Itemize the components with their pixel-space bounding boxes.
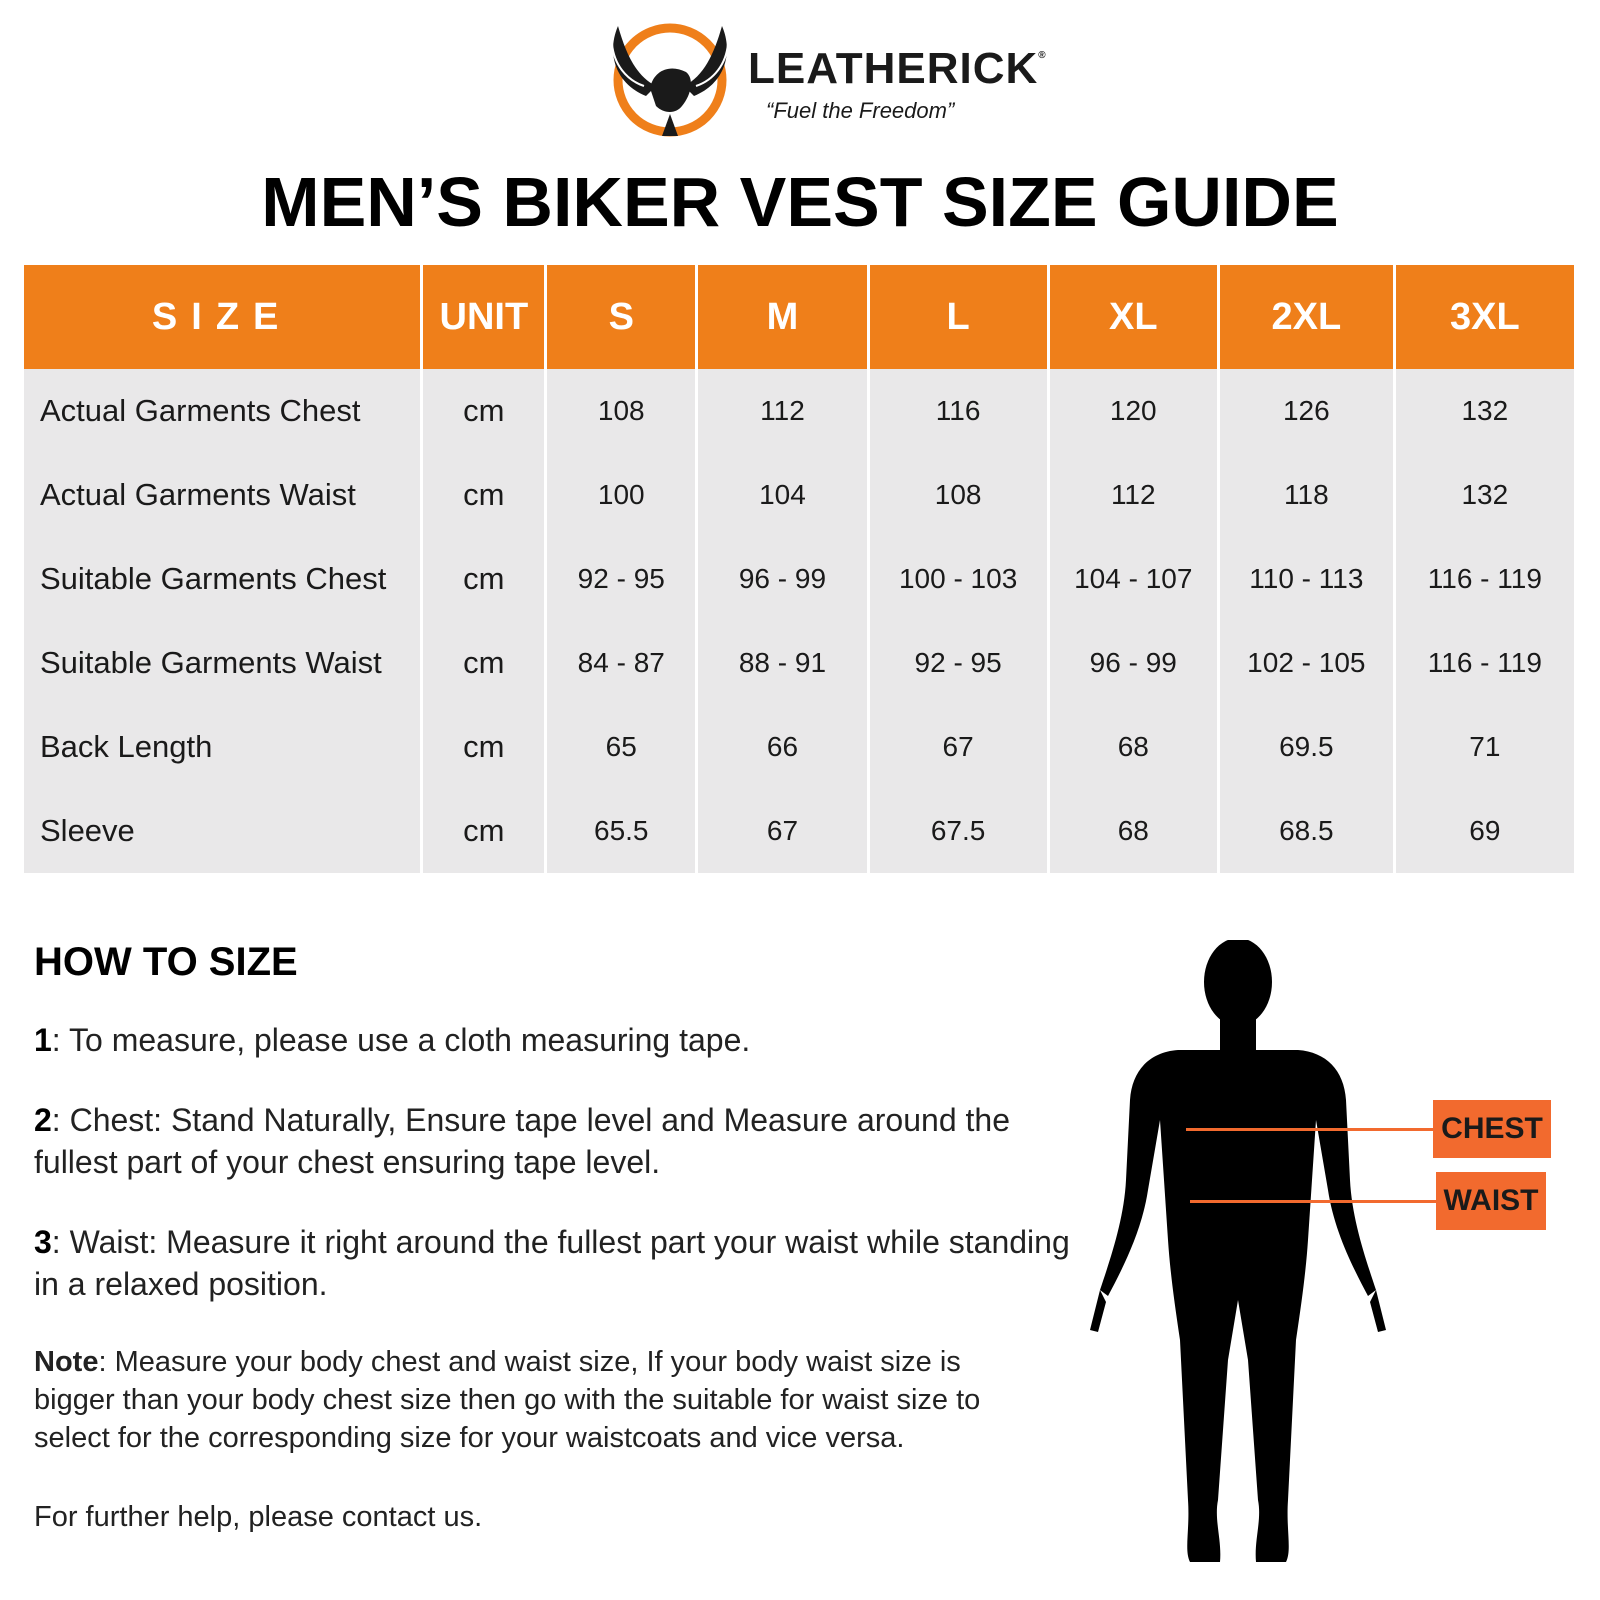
body-silhouette — [1090, 940, 1510, 1590]
table-cell: 67 — [697, 789, 869, 873]
table-cell: 84 - 87 — [546, 621, 697, 705]
table-row — [24, 537, 1574, 621]
table-cell: 132 — [1394, 453, 1574, 537]
table-cell: 112 — [697, 369, 869, 453]
step-1: 1: To measure, please use a cloth measuring tape. — [34, 1022, 751, 1058]
how-to-size-section — [34, 940, 1094, 1534]
table-cell: 69 — [1394, 789, 1574, 873]
table-cell: 116 — [868, 369, 1048, 453]
table-cell: 88 - 91 — [697, 621, 869, 705]
table-cell: 68.5 — [1219, 789, 1395, 873]
table-cell: 67 — [868, 705, 1048, 789]
table-cell: 68 — [1048, 705, 1219, 789]
row-label: Back Length — [24, 705, 422, 789]
table-cell: 92 - 95 — [546, 537, 697, 621]
table-row — [24, 621, 1574, 705]
table-cell: 104 - 107 — [1048, 537, 1219, 621]
column-header-s: S — [546, 265, 697, 369]
row-unit: cm — [422, 537, 546, 621]
table-cell: 96 - 99 — [697, 537, 869, 621]
table-cell: 112 — [1048, 453, 1219, 537]
row-unit: cm — [422, 789, 546, 873]
table-cell: 116 - 119 — [1394, 537, 1574, 621]
table-cell: 100 — [546, 453, 697, 537]
table-cell: 120 — [1048, 369, 1219, 453]
page-title: MEN’S BIKER VEST SIZE GUIDE — [261, 163, 1339, 241]
column-header-size: SIZE — [24, 265, 422, 369]
row-label: Suitable Garments Waist — [24, 621, 422, 705]
table-cell: 110 - 113 — [1219, 537, 1395, 621]
note-paragraph: Note: Measure your body chest and waist size, If your body waist size is bigger than your body chest size then go with the suitable for waist size to select for the corresponding size for your waistcoats and vice versa. — [34, 1346, 981, 1454]
table-cell: 65.5 — [546, 789, 697, 873]
row-unit: cm — [422, 369, 546, 453]
table-cell: 126 — [1219, 369, 1395, 453]
table-row — [24, 369, 1574, 453]
brand-tagline: “Fuel the Freedom” — [766, 98, 955, 123]
table-cell: 116 - 119 — [1394, 621, 1574, 705]
column-header-xl: XL — [1048, 265, 1219, 369]
column-header-m: M — [697, 265, 869, 369]
table-cell: 69.5 — [1219, 705, 1395, 789]
row-unit: cm — [422, 705, 546, 789]
row-unit: cm — [422, 621, 546, 705]
human-figure-icon — [1090, 940, 1510, 1590]
row-label: Actual Garments Waist — [24, 453, 422, 537]
step-2: 2: Chest: Stand Naturally, Ensure tape level and Measure around the fullest part of your chest ensuring tape level. — [34, 1102, 1010, 1180]
column-header-2xl: 2XL — [1219, 265, 1395, 369]
step-3: 3: Waist: Measure it right around the fullest part your waist while standing in a relaxed position. — [34, 1224, 1070, 1302]
column-header-l: L — [868, 265, 1048, 369]
table-cell: 96 - 99 — [1048, 621, 1219, 705]
row-unit: cm — [422, 453, 546, 537]
waist-marker-line — [1190, 1200, 1436, 1203]
row-label: Suitable Garments Chest — [24, 537, 422, 621]
column-header-3xl: 3XL — [1394, 265, 1574, 369]
table-cell: 102 - 105 — [1219, 621, 1395, 705]
brand-name: LEATHERICK® — [748, 44, 1047, 93]
waist-label: WAIST — [1436, 1172, 1546, 1230]
table-cell: 118 — [1219, 453, 1395, 537]
table-cell: 66 — [697, 705, 869, 789]
table-row — [24, 789, 1574, 873]
table-cell: 132 — [1394, 369, 1574, 453]
row-label: Actual Garments Chest — [24, 369, 422, 453]
column-header-unit: UNIT — [422, 265, 546, 369]
eagle-emblem-icon — [598, 14, 748, 142]
how-to-heading: HOW TO SIZE — [34, 940, 298, 984]
table-header-row — [24, 265, 1574, 369]
table-cell: 108 — [546, 369, 697, 453]
chest-label: CHEST — [1433, 1100, 1551, 1158]
size-table — [24, 265, 1574, 873]
table-cell: 68 — [1048, 789, 1219, 873]
table-cell: 65 — [546, 705, 697, 789]
chest-marker-line — [1186, 1128, 1434, 1131]
help-text: For further help, please contact us. — [34, 1501, 483, 1533]
table-cell: 108 — [868, 453, 1048, 537]
table-cell: 71 — [1394, 705, 1574, 789]
table-row — [24, 453, 1574, 537]
table-cell: 92 - 95 — [868, 621, 1048, 705]
table-cell: 67.5 — [868, 789, 1048, 873]
table-cell: 100 - 103 — [868, 537, 1048, 621]
table-cell: 104 — [697, 453, 869, 537]
table-row — [24, 705, 1574, 789]
brand-logo — [598, 14, 1047, 142]
row-label: Sleeve — [24, 789, 422, 873]
